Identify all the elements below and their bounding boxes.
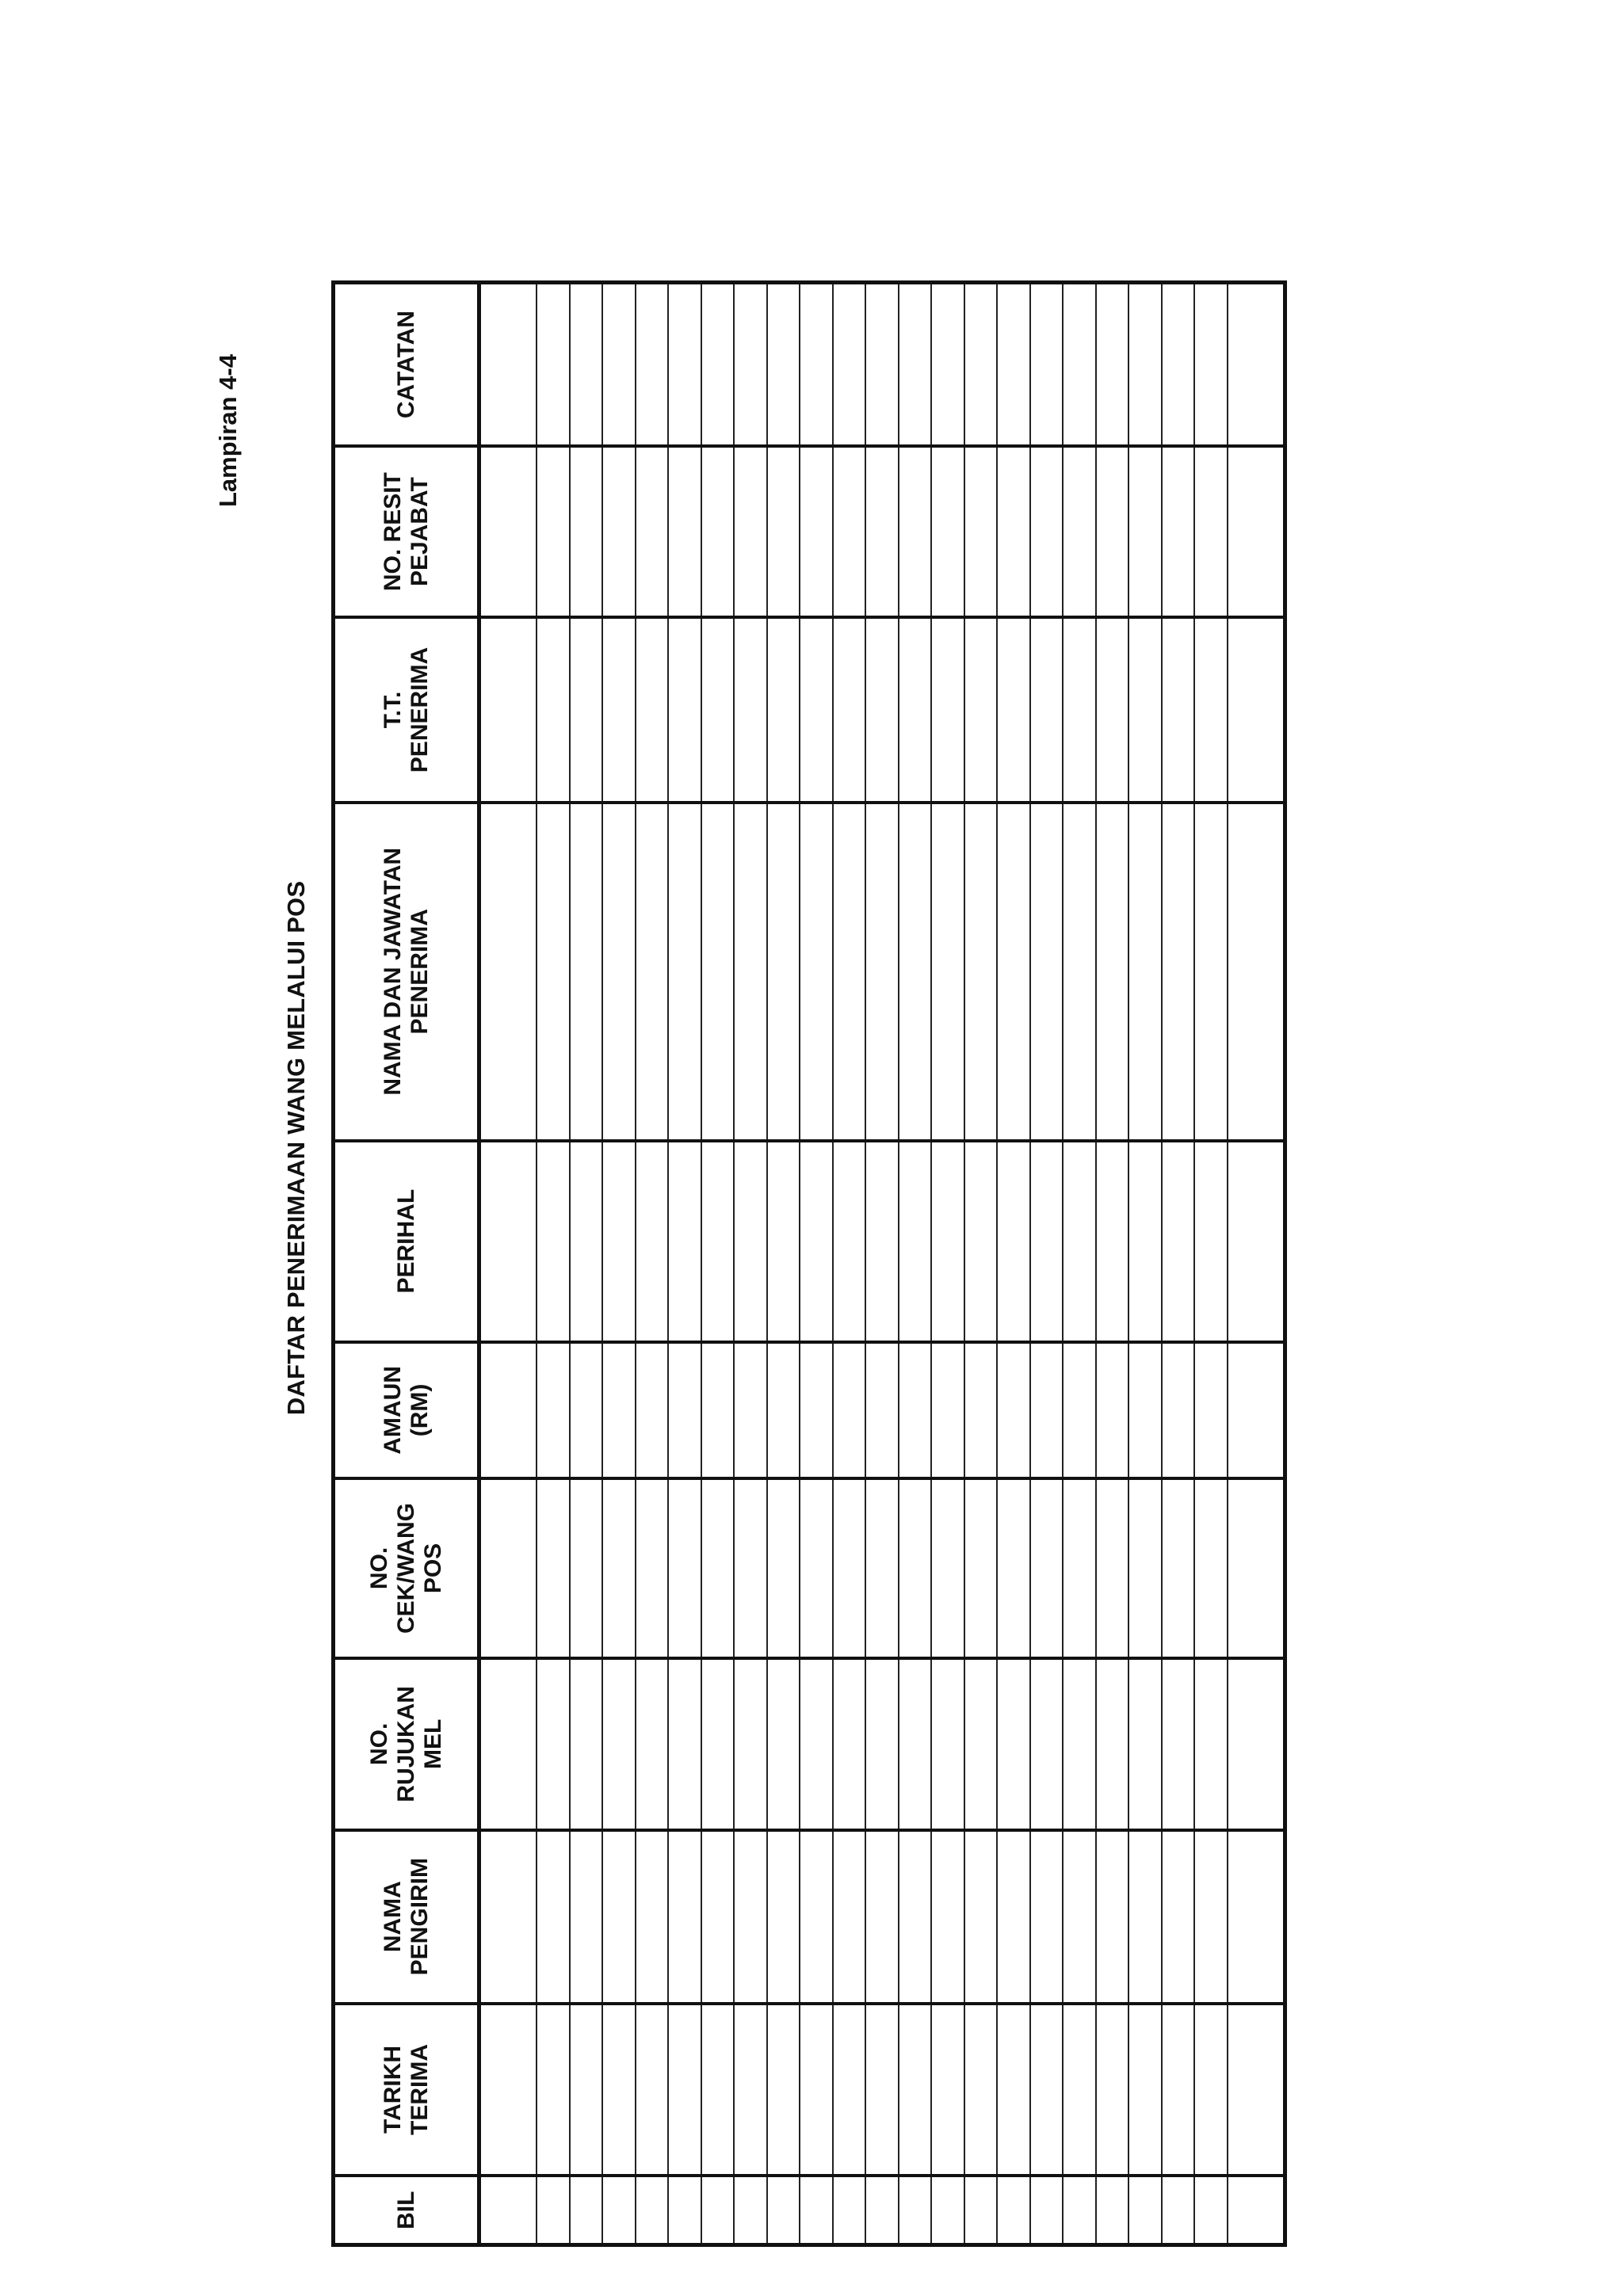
blank-cell bbox=[701, 283, 735, 447]
table-row bbox=[602, 283, 636, 2245]
blank-cell bbox=[964, 1830, 998, 2004]
blank-cell bbox=[1063, 1141, 1096, 1342]
blank-cell bbox=[636, 1478, 669, 1658]
blank-cell bbox=[668, 803, 701, 1141]
blank-cell bbox=[800, 1478, 833, 1658]
blank-cell bbox=[833, 1658, 866, 1830]
blank-cell bbox=[1128, 2004, 1162, 2176]
blank-cell bbox=[833, 1478, 866, 1658]
blank-cell bbox=[964, 283, 998, 447]
blank-cell bbox=[931, 1342, 964, 1478]
blank-cell bbox=[833, 803, 866, 1141]
blank-cell bbox=[899, 1478, 932, 1658]
blank-cell bbox=[701, 803, 735, 1141]
document-title: DAFTAR PENERIMAAN WANG MELALUI POS bbox=[282, 880, 310, 1416]
blank-cell bbox=[767, 2176, 800, 2245]
blank-cell bbox=[570, 2004, 603, 2176]
blank-cell bbox=[1063, 617, 1096, 803]
blank-cell bbox=[931, 1658, 964, 1830]
appendix-label: Lampiran 4-4 bbox=[214, 354, 242, 507]
blank-cell bbox=[997, 2004, 1030, 2176]
blank-cell bbox=[701, 617, 735, 803]
table-row bbox=[899, 283, 932, 2245]
blank-cell bbox=[833, 1342, 866, 1478]
blank-cell bbox=[767, 1830, 800, 2004]
blank-cell bbox=[1228, 1830, 1285, 2004]
blank-cell bbox=[636, 2004, 669, 2176]
table-row bbox=[1228, 283, 1285, 2245]
blank-cell bbox=[1162, 2004, 1195, 2176]
blank-cell bbox=[1162, 283, 1195, 447]
blank-cell bbox=[964, 1342, 998, 1478]
blank-cell bbox=[1030, 1141, 1064, 1342]
blank-cell bbox=[800, 2004, 833, 2176]
blank-cell bbox=[1128, 1478, 1162, 1658]
blank-cell bbox=[1194, 1342, 1228, 1478]
blank-cell bbox=[865, 1478, 899, 1658]
column-header: PERIHAL bbox=[334, 1141, 479, 1342]
column-header: TARIKH TERIMA bbox=[334, 2004, 479, 2176]
blank-cell bbox=[899, 617, 932, 803]
blank-cell bbox=[734, 2176, 767, 2245]
blank-cell bbox=[964, 1658, 998, 1830]
blank-cell bbox=[1194, 2004, 1228, 2176]
blank-cell bbox=[636, 283, 669, 447]
blank-cell bbox=[1162, 1478, 1195, 1658]
blank-cell bbox=[1128, 1658, 1162, 1830]
table-row bbox=[1194, 283, 1228, 2245]
blank-cell bbox=[964, 1478, 998, 1658]
blank-cell bbox=[602, 1830, 636, 2004]
blank-cell bbox=[767, 1478, 800, 1658]
blank-cell bbox=[931, 1141, 964, 1342]
blank-cell bbox=[668, 1478, 701, 1658]
blank-cell bbox=[734, 1658, 767, 1830]
blank-cell bbox=[701, 1342, 735, 1478]
blank-cell bbox=[668, 1141, 701, 1342]
blank-cell bbox=[537, 1342, 570, 1478]
blank-cell bbox=[734, 617, 767, 803]
table-row bbox=[865, 283, 899, 2245]
blank-cell bbox=[1096, 1478, 1129, 1658]
table-row bbox=[1063, 283, 1096, 2245]
blank-cell bbox=[1063, 1342, 1096, 1478]
blank-cell bbox=[800, 1830, 833, 2004]
blank-cell bbox=[701, 2004, 735, 2176]
blank-cell bbox=[479, 617, 537, 803]
blank-cell bbox=[636, 446, 669, 617]
blank-cell bbox=[570, 803, 603, 1141]
blank-cell bbox=[767, 2004, 800, 2176]
blank-cell bbox=[1030, 446, 1064, 617]
blank-cell bbox=[1194, 2176, 1228, 2245]
blank-cell bbox=[833, 1141, 866, 1342]
blank-cell bbox=[1162, 1658, 1195, 1830]
blank-cell bbox=[964, 446, 998, 617]
blank-cell bbox=[602, 1141, 636, 1342]
column-header: BIL bbox=[334, 2176, 479, 2245]
blank-cell bbox=[800, 1342, 833, 1478]
receipt-register-table bbox=[331, 280, 1287, 2247]
blank-cell bbox=[1194, 617, 1228, 803]
blank-cell bbox=[602, 617, 636, 803]
blank-cell bbox=[668, 2176, 701, 2245]
blank-cell bbox=[1030, 803, 1064, 1141]
blank-cell bbox=[1096, 803, 1129, 1141]
blank-cell bbox=[800, 283, 833, 447]
blank-cell bbox=[800, 446, 833, 617]
blank-cell bbox=[668, 617, 701, 803]
blank-cell bbox=[602, 1478, 636, 1658]
blank-cell bbox=[537, 803, 570, 1141]
blank-cell bbox=[899, 283, 932, 447]
blank-cell bbox=[997, 1830, 1030, 2004]
blank-cell bbox=[570, 283, 603, 447]
blank-cell bbox=[1228, 2004, 1285, 2176]
blank-cell bbox=[636, 2176, 669, 2245]
blank-cell bbox=[899, 803, 932, 1141]
blank-cell bbox=[570, 1478, 603, 1658]
column-header: AMAUN (RM) bbox=[334, 1342, 479, 1478]
blank-cell bbox=[1228, 446, 1285, 617]
blank-cell bbox=[1063, 2176, 1096, 2245]
blank-cell bbox=[1194, 803, 1228, 1141]
blank-cell bbox=[931, 2004, 964, 2176]
blank-cell bbox=[1096, 446, 1129, 617]
blank-cell bbox=[899, 1658, 932, 1830]
blank-cell bbox=[1194, 1830, 1228, 2004]
blank-cell bbox=[479, 1478, 537, 1658]
blank-cell bbox=[767, 1342, 800, 1478]
blank-cell bbox=[1128, 283, 1162, 447]
blank-cell bbox=[931, 283, 964, 447]
blank-cell bbox=[701, 1658, 735, 1830]
blank-cell bbox=[899, 1342, 932, 1478]
column-header: T.T. PENERIMA bbox=[334, 617, 479, 803]
blank-cell bbox=[570, 1830, 603, 2004]
blank-cell bbox=[865, 2176, 899, 2245]
blank-cell bbox=[997, 803, 1030, 1141]
column-header: NO. RUJUKAN MEL bbox=[334, 1658, 479, 1830]
table-row bbox=[833, 283, 866, 2245]
blank-cell bbox=[865, 1658, 899, 1830]
blank-cell bbox=[1228, 617, 1285, 803]
blank-cell bbox=[1162, 1141, 1195, 1342]
blank-cell bbox=[1128, 446, 1162, 617]
blank-cell bbox=[668, 446, 701, 617]
blank-cell bbox=[1030, 1478, 1064, 1658]
blank-cell bbox=[537, 1658, 570, 1830]
blank-cell bbox=[931, 1830, 964, 2004]
table-row bbox=[668, 283, 701, 2245]
column-header: NAMA DAN JAWATAN PENERIMA bbox=[334, 803, 479, 1141]
blank-cell bbox=[1096, 1141, 1129, 1342]
blank-cell bbox=[931, 617, 964, 803]
blank-cell bbox=[701, 446, 735, 617]
blank-cell bbox=[833, 446, 866, 617]
blank-cell bbox=[767, 617, 800, 803]
blank-cell bbox=[479, 1830, 537, 2004]
blank-cell bbox=[570, 1658, 603, 1830]
blank-cell bbox=[1128, 803, 1162, 1141]
blank-cell bbox=[997, 283, 1030, 447]
blank-cell bbox=[734, 1830, 767, 2004]
blank-cell bbox=[1228, 2176, 1285, 2245]
blank-cell bbox=[964, 2176, 998, 2245]
blank-cell bbox=[865, 283, 899, 447]
blank-cell bbox=[800, 1141, 833, 1342]
blank-cell bbox=[1162, 2176, 1195, 2245]
blank-cell bbox=[931, 1478, 964, 1658]
blank-cell bbox=[1096, 1830, 1129, 2004]
blank-cell bbox=[537, 1830, 570, 2004]
blank-cell bbox=[668, 1830, 701, 2004]
table-row bbox=[997, 283, 1030, 2245]
blank-cell bbox=[570, 2176, 603, 2245]
blank-cell bbox=[734, 1342, 767, 1478]
blank-cell bbox=[479, 446, 537, 617]
blank-cell bbox=[1128, 1830, 1162, 2004]
blank-cell bbox=[668, 283, 701, 447]
blank-cell bbox=[865, 803, 899, 1141]
blank-cell bbox=[701, 1141, 735, 1342]
blank-cell bbox=[767, 1141, 800, 1342]
blank-cell bbox=[479, 1342, 537, 1478]
blank-cell bbox=[899, 1830, 932, 2004]
blank-cell bbox=[1162, 1830, 1195, 2004]
blank-cell bbox=[1228, 1342, 1285, 1478]
blank-cell bbox=[734, 446, 767, 617]
table-row bbox=[570, 283, 603, 2245]
blank-cell bbox=[602, 1342, 636, 1478]
column-header: CATATAN bbox=[334, 283, 479, 447]
blank-cell bbox=[1096, 283, 1129, 447]
blank-cell bbox=[537, 2176, 570, 2245]
blank-cell bbox=[1128, 617, 1162, 803]
blank-cell bbox=[1096, 2176, 1129, 2245]
blank-cell bbox=[1228, 803, 1285, 1141]
blank-cell bbox=[734, 1478, 767, 1658]
blank-cell bbox=[767, 803, 800, 1141]
blank-cell bbox=[602, 803, 636, 1141]
blank-cell bbox=[997, 1141, 1030, 1342]
blank-cell bbox=[570, 617, 603, 803]
blank-cell bbox=[1162, 803, 1195, 1141]
blank-cell bbox=[1194, 446, 1228, 617]
blank-cell bbox=[997, 446, 1030, 617]
table-row bbox=[734, 283, 767, 2245]
blank-cell bbox=[964, 617, 998, 803]
blank-cell bbox=[701, 2176, 735, 2245]
table-row bbox=[767, 283, 800, 2245]
blank-cell bbox=[1194, 1478, 1228, 1658]
blank-cell bbox=[800, 803, 833, 1141]
blank-cell bbox=[997, 1342, 1030, 1478]
table-row bbox=[964, 283, 998, 2245]
blank-cell bbox=[767, 446, 800, 617]
blank-cell bbox=[479, 283, 537, 447]
blank-cell bbox=[1194, 1658, 1228, 1830]
blank-cell bbox=[833, 1830, 866, 2004]
blank-cell bbox=[964, 1141, 998, 1342]
blank-cell bbox=[1228, 1141, 1285, 1342]
blank-cell bbox=[537, 283, 570, 447]
blank-cell bbox=[931, 446, 964, 617]
blank-cell bbox=[537, 1141, 570, 1342]
table-body bbox=[479, 283, 1285, 2245]
blank-cell bbox=[479, 1141, 537, 1342]
table-row bbox=[1030, 283, 1064, 2245]
blank-cell bbox=[1030, 2004, 1064, 2176]
blank-cell bbox=[1030, 283, 1064, 447]
blank-cell bbox=[833, 2176, 866, 2245]
blank-cell bbox=[833, 283, 866, 447]
blank-cell bbox=[1194, 283, 1228, 447]
blank-cell bbox=[636, 1658, 669, 1830]
blank-cell bbox=[1096, 1342, 1129, 1478]
header-row bbox=[334, 283, 479, 2245]
blank-cell bbox=[479, 2176, 537, 2245]
blank-cell bbox=[668, 1658, 701, 1830]
blank-cell bbox=[997, 1478, 1030, 1658]
blank-cell bbox=[1228, 283, 1285, 447]
blank-cell bbox=[1228, 1658, 1285, 1830]
blank-cell bbox=[800, 617, 833, 803]
blank-cell bbox=[734, 803, 767, 1141]
blank-cell bbox=[701, 1478, 735, 1658]
blank-cell bbox=[570, 446, 603, 617]
blank-cell bbox=[1096, 617, 1129, 803]
blank-cell bbox=[570, 1342, 603, 1478]
blank-cell bbox=[1063, 446, 1096, 617]
blank-cell bbox=[636, 1141, 669, 1342]
table-row bbox=[636, 283, 669, 2245]
blank-cell bbox=[899, 2176, 932, 2245]
blank-cell bbox=[865, 1830, 899, 2004]
table-row bbox=[537, 283, 570, 2245]
blank-cell bbox=[1162, 1342, 1195, 1478]
table-row bbox=[1128, 283, 1162, 2245]
blank-cell bbox=[479, 2004, 537, 2176]
blank-cell bbox=[899, 1141, 932, 1342]
blank-cell bbox=[865, 617, 899, 803]
blank-cell bbox=[479, 1658, 537, 1830]
blank-cell bbox=[1063, 1478, 1096, 1658]
blank-cell bbox=[997, 617, 1030, 803]
table-row bbox=[1162, 283, 1195, 2245]
blank-cell bbox=[537, 1478, 570, 1658]
blank-cell bbox=[1030, 1342, 1064, 1478]
blank-cell bbox=[602, 446, 636, 617]
blank-cell bbox=[1162, 617, 1195, 803]
column-header: NO. CEK/WANG POS bbox=[334, 1478, 479, 1658]
blank-cell bbox=[636, 1342, 669, 1478]
blank-cell bbox=[1128, 1141, 1162, 1342]
blank-cell bbox=[1063, 283, 1096, 447]
blank-cell bbox=[964, 2004, 998, 2176]
blank-cell bbox=[734, 2004, 767, 2176]
blank-cell bbox=[1128, 1342, 1162, 1478]
table-row bbox=[479, 283, 537, 2245]
blank-cell bbox=[734, 283, 767, 447]
blank-cell bbox=[1030, 2176, 1064, 2245]
blank-cell bbox=[833, 2004, 866, 2176]
blank-cell bbox=[734, 1141, 767, 1342]
table-row bbox=[701, 283, 735, 2245]
blank-cell bbox=[602, 2176, 636, 2245]
column-header: NO. RESIT PEJABAT bbox=[334, 446, 479, 617]
blank-cell bbox=[636, 1830, 669, 2004]
table-row bbox=[1096, 283, 1129, 2245]
blank-cell bbox=[636, 617, 669, 803]
blank-cell bbox=[1194, 1141, 1228, 1342]
blank-cell bbox=[800, 2176, 833, 2245]
table-row bbox=[800, 283, 833, 2245]
blank-cell bbox=[899, 2004, 932, 2176]
blank-cell bbox=[668, 1342, 701, 1478]
blank-cell bbox=[602, 283, 636, 447]
blank-cell bbox=[537, 617, 570, 803]
blank-cell bbox=[964, 803, 998, 1141]
blank-cell bbox=[899, 446, 932, 617]
blank-cell bbox=[602, 2004, 636, 2176]
blank-cell bbox=[1030, 1658, 1064, 1830]
blank-cell bbox=[997, 2176, 1030, 2245]
blank-cell bbox=[1030, 1830, 1064, 2004]
blank-cell bbox=[636, 803, 669, 1141]
blank-cell bbox=[767, 283, 800, 447]
blank-cell bbox=[479, 803, 537, 1141]
blank-cell bbox=[701, 1830, 735, 2004]
blank-cell bbox=[1162, 446, 1195, 617]
blank-cell bbox=[1030, 617, 1064, 803]
blank-cell bbox=[668, 2004, 701, 2176]
blank-cell bbox=[537, 2004, 570, 2176]
blank-cell bbox=[865, 2004, 899, 2176]
blank-cell bbox=[1128, 2176, 1162, 2245]
blank-cell bbox=[931, 2176, 964, 2245]
column-header: NAMA PENGIRIM bbox=[334, 1830, 479, 2004]
blank-cell bbox=[997, 1658, 1030, 1830]
blank-cell bbox=[865, 1342, 899, 1478]
blank-cell bbox=[1063, 1658, 1096, 1830]
blank-cell bbox=[931, 803, 964, 1141]
blank-cell bbox=[800, 1658, 833, 1830]
blank-cell bbox=[602, 1658, 636, 1830]
blank-cell bbox=[1063, 2004, 1096, 2176]
blank-cell bbox=[767, 1658, 800, 1830]
blank-cell bbox=[537, 446, 570, 617]
blank-cell bbox=[570, 1141, 603, 1342]
blank-cell bbox=[833, 617, 866, 803]
blank-cell bbox=[1063, 803, 1096, 1141]
blank-cell bbox=[1228, 1478, 1285, 1658]
blank-cell bbox=[1096, 1658, 1129, 1830]
table-row bbox=[931, 283, 964, 2245]
blank-cell bbox=[1063, 1830, 1096, 2004]
blank-cell bbox=[865, 446, 899, 617]
blank-cell bbox=[865, 1141, 899, 1342]
blank-cell bbox=[1096, 2004, 1129, 2176]
